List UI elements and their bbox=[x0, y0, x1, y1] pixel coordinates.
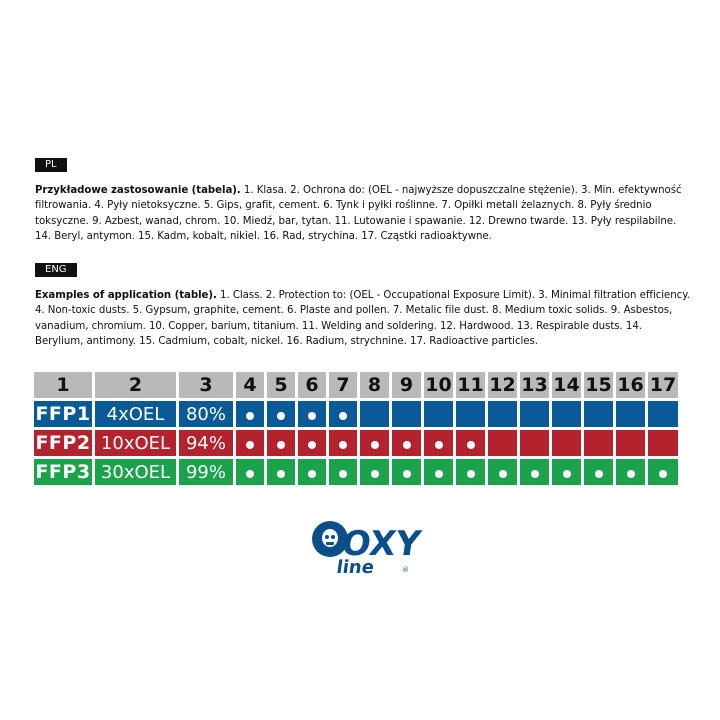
header-cell: 1 bbox=[34, 372, 92, 398]
header-cell: 6 bbox=[298, 372, 326, 398]
applicable-dot-icon bbox=[308, 412, 316, 420]
applicable-dot-icon bbox=[403, 441, 411, 449]
header-cell: 15 bbox=[585, 374, 612, 396]
applicable-dot-icon bbox=[467, 441, 475, 449]
header-cell: 9 bbox=[392, 372, 421, 398]
header-cell: 17 bbox=[649, 374, 677, 396]
protection-cell: 10xOEL bbox=[95, 430, 176, 456]
applicable-dot-icon bbox=[371, 470, 379, 478]
application-cell bbox=[520, 430, 549, 456]
application-cell bbox=[456, 401, 485, 427]
application-cell bbox=[392, 401, 421, 427]
header-cell: 10 bbox=[425, 374, 452, 396]
applicable-dot-icon bbox=[246, 470, 254, 478]
applicable-dot-icon bbox=[339, 470, 347, 478]
pl-text: 1. Klasa. 2. Ochrona do: (OEL - najwyższe dopuszczalne stężenie). 3. Min. efektywność filtrowania. 4. Pyły nietoksyczne. 5. Gips, grafit, cement. 6. Tynk i pyłki roślinne. 7. Opiłki metali żelaznych. 8. Pyły średnio toksyczne. 9. Azbest, wanad, chrom. 10. Miedź, bar, tytan. 11. Lutowanie i spawanie. 12. Drewno twarde. 13. Pyły respilabilne. 14. Beryl, antymon. 15. Kadm, kobalt, nikiel. 16. Rad, strychina. 17. Cząstki radioaktywne. bbox=[35, 185, 682, 243]
application-cell bbox=[488, 459, 517, 485]
header-cell: 14 bbox=[553, 374, 580, 396]
application-cell bbox=[236, 401, 264, 427]
efficiency-cell: 99% bbox=[179, 459, 233, 485]
header-cell: 11 bbox=[457, 374, 484, 396]
eng-description bbox=[35, 288, 690, 350]
applicable-dot-icon bbox=[627, 470, 635, 478]
applicable-dot-icon bbox=[595, 470, 603, 478]
logo-word-line: line bbox=[335, 557, 376, 578]
application-cell bbox=[584, 430, 613, 456]
header-cell: 5 bbox=[267, 372, 295, 398]
application-cell bbox=[520, 459, 549, 485]
application-cell bbox=[488, 401, 517, 427]
application-cell bbox=[648, 459, 678, 485]
application-cell bbox=[456, 459, 485, 485]
applicable-dot-icon bbox=[246, 441, 254, 449]
logo-registered-mark: ® bbox=[402, 566, 409, 574]
application-cell bbox=[360, 459, 389, 485]
class-cell: FFP2 bbox=[35, 432, 91, 454]
logo-word-oxy: OXY bbox=[339, 524, 424, 564]
application-cell bbox=[424, 401, 453, 427]
applicable-dot-icon bbox=[277, 470, 285, 478]
application-cell bbox=[360, 401, 389, 427]
application-cell bbox=[552, 459, 581, 485]
applicable-dot-icon bbox=[339, 412, 347, 420]
application-cell bbox=[424, 430, 453, 456]
header-cell: 4 bbox=[236, 372, 264, 398]
oxyline-logo bbox=[310, 515, 424, 595]
header-cell: 16 bbox=[617, 374, 644, 396]
class-cell: FFP3 bbox=[35, 461, 91, 483]
application-table bbox=[31, 369, 681, 488]
protection-cell: 4xOEL bbox=[95, 401, 176, 427]
eng-language-tag: ENG bbox=[35, 263, 77, 277]
application-cell bbox=[648, 401, 678, 427]
application-cell bbox=[329, 401, 357, 427]
header-row bbox=[34, 372, 678, 398]
application-cell bbox=[267, 401, 295, 427]
class-row-ffp1 bbox=[34, 401, 678, 427]
applicable-dot-icon bbox=[563, 470, 571, 478]
applicable-dot-icon bbox=[467, 470, 475, 478]
application-cell bbox=[392, 459, 421, 485]
application-cell bbox=[329, 459, 357, 485]
pl-description bbox=[35, 183, 690, 245]
application-cell bbox=[236, 430, 264, 456]
application-cell bbox=[329, 430, 357, 456]
application-cell bbox=[267, 459, 295, 485]
eng-text: 1. Class. 2. Protection to: (OEL - Occupational Exposure Limit). 3. Minimal filtration efficiency. 4. Non-toxic dusts. 5. Gypsum, graphite, cement. 6. Plaste and pollen. 7. Metalic file dust. 8. Medium toxic solids. 9. Asbestos, vanadium, chromium. 10. Copper, barium, titanium. 11. Welding and soldering. 12. Hardwood. 13. Respirable dusts. 14. Berylium, antimony. 15. Cadmium, cobalt, nickel. 16. Radium, strychnine. 17. Radioactive particles. bbox=[35, 290, 690, 348]
header-cell: 2 bbox=[95, 372, 176, 398]
applicable-dot-icon bbox=[339, 441, 347, 449]
eng-heading: Examples of application (table). bbox=[35, 290, 217, 301]
application-cell bbox=[360, 430, 389, 456]
application-cell bbox=[616, 401, 645, 427]
class-row-ffp2 bbox=[34, 430, 678, 456]
protection-cell: 30xOEL bbox=[95, 459, 176, 485]
application-cell bbox=[552, 430, 581, 456]
application-cell bbox=[616, 459, 645, 485]
pl-language-tag: PL bbox=[35, 158, 67, 172]
applicable-dot-icon bbox=[403, 470, 411, 478]
applicable-dot-icon bbox=[499, 470, 507, 478]
application-cell bbox=[456, 430, 485, 456]
applicable-dot-icon bbox=[277, 441, 285, 449]
header-cell: 12 bbox=[489, 374, 516, 396]
application-cell bbox=[298, 459, 326, 485]
application-cell bbox=[616, 430, 645, 456]
application-cell bbox=[424, 459, 453, 485]
applicable-dot-icon bbox=[308, 470, 316, 478]
application-cell bbox=[392, 430, 421, 456]
header-cell: 7 bbox=[329, 372, 357, 398]
header-cell: 3 bbox=[179, 372, 233, 398]
application-cell bbox=[552, 401, 581, 427]
applicable-dot-icon bbox=[308, 441, 316, 449]
applicable-dot-icon bbox=[371, 441, 379, 449]
application-cell bbox=[584, 459, 613, 485]
header-cell: 13 bbox=[521, 374, 548, 396]
application-cell bbox=[488, 430, 517, 456]
application-cell bbox=[236, 459, 264, 485]
class-row-ffp3 bbox=[34, 459, 678, 485]
applicable-dot-icon bbox=[435, 470, 443, 478]
application-cell bbox=[520, 401, 549, 427]
applicable-dot-icon bbox=[659, 470, 667, 478]
pl-heading: Przykładowe zastosowanie (tabela). bbox=[35, 185, 241, 196]
application-cell bbox=[298, 401, 326, 427]
application-cell bbox=[584, 401, 613, 427]
applicable-dot-icon bbox=[277, 412, 285, 420]
efficiency-cell: 94% bbox=[179, 430, 233, 456]
applicable-dot-icon bbox=[435, 441, 443, 449]
application-cell bbox=[648, 430, 678, 456]
applicable-dot-icon bbox=[246, 412, 254, 420]
application-cell bbox=[298, 430, 326, 456]
applicable-dot-icon bbox=[531, 470, 539, 478]
header-cell: 8 bbox=[360, 372, 389, 398]
efficiency-cell: 80% bbox=[179, 401, 233, 427]
application-cell bbox=[267, 430, 295, 456]
class-cell: FFP1 bbox=[35, 403, 91, 425]
